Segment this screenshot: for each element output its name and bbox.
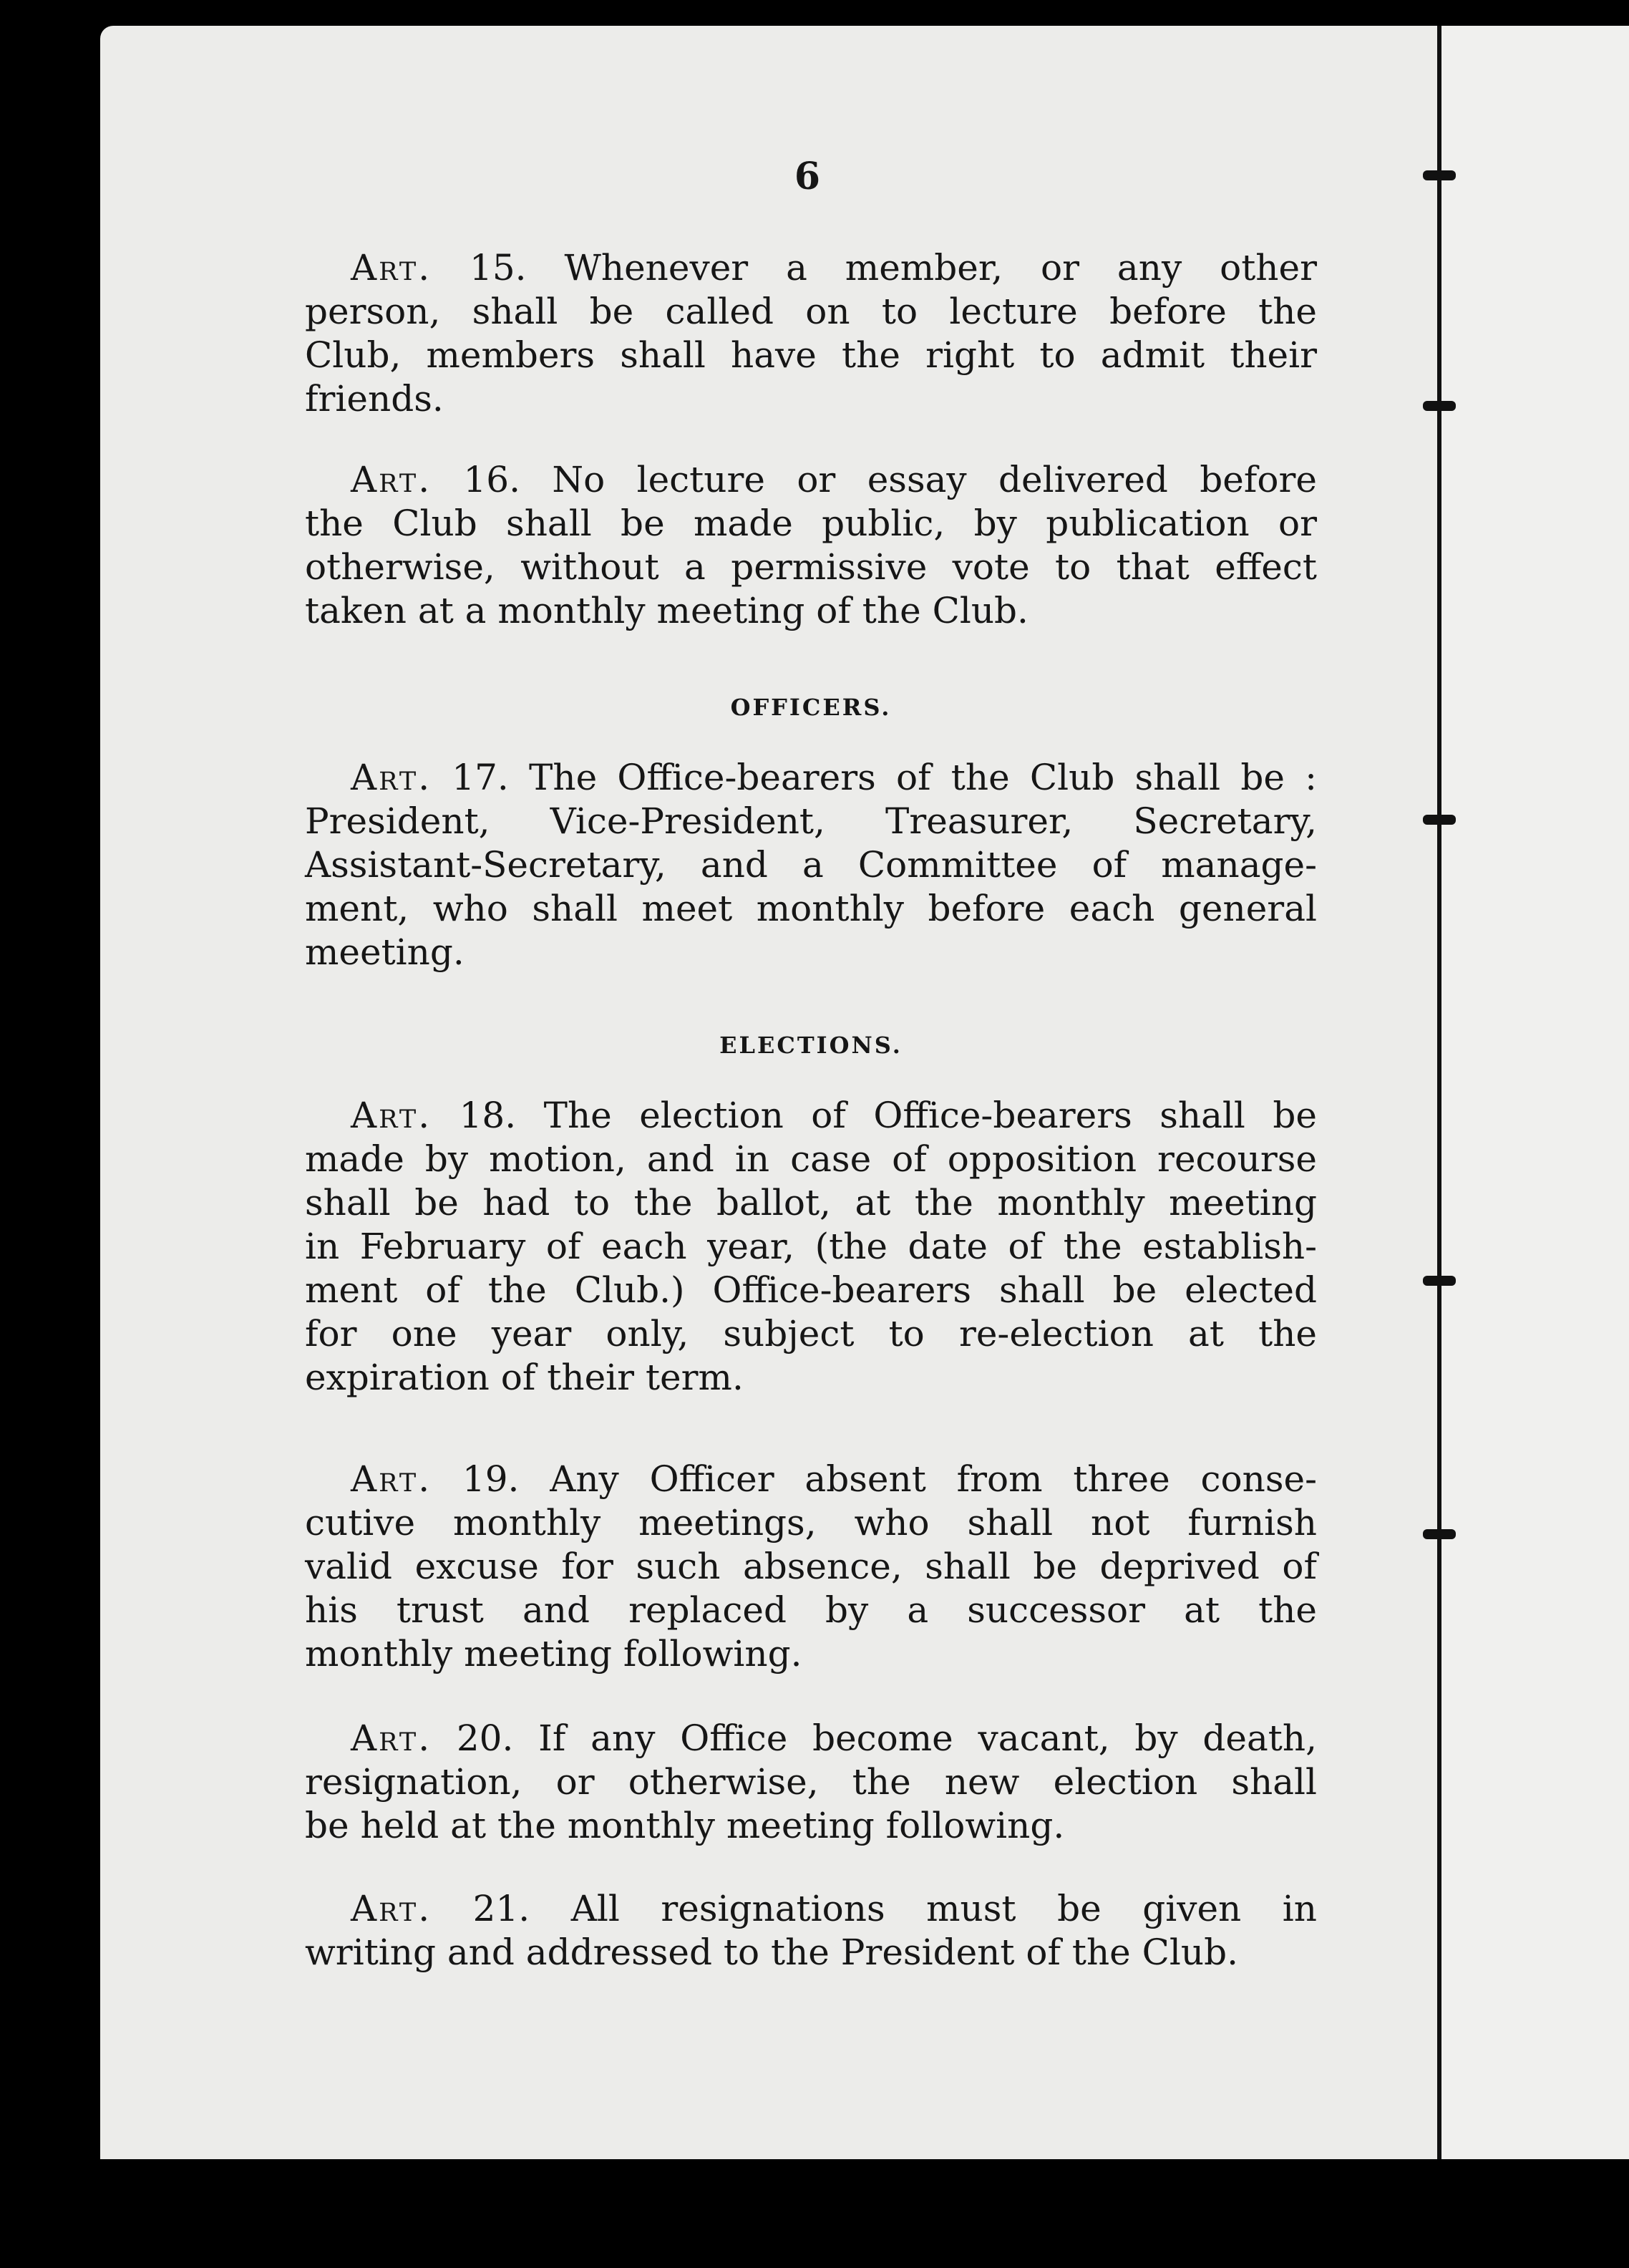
article-line: Whenever a member, or any other	[564, 247, 1317, 289]
article-17	[305, 756, 1317, 974]
article-16	[305, 458, 1317, 633]
article-line: Any Officer absent from three conse-	[550, 1458, 1317, 1500]
heading-elections: ELECTIONS.	[719, 1032, 903, 1059]
article-number: 15.	[470, 247, 527, 289]
article-label: Art.	[351, 1095, 432, 1136]
article-line: for one year only, subject to re-election at the	[305, 1313, 1317, 1354]
article-line: If any Office become vacant, by death,	[538, 1717, 1317, 1759]
article-line: ment of the Club.) Office-bearers shall be elected	[305, 1269, 1317, 1311]
article-line: in February of each year, (the date of the establish-	[305, 1226, 1317, 1267]
article-line: expiration of their term.	[305, 1357, 744, 1398]
article-line: writing and addressed to the President of the Club.	[305, 1932, 1238, 1973]
article-20	[305, 1717, 1317, 1848]
article-line: person, shall be called on to lecture before the	[305, 291, 1317, 332]
article-21	[305, 1887, 1317, 1974]
article-number: 20.	[456, 1717, 514, 1759]
article-line: valid excuse for such absence, shall be deprived of	[305, 1546, 1317, 1587]
article-line: made by motion, and in case of opposition recourse	[305, 1138, 1317, 1180]
binding-stitch	[1423, 1529, 1456, 1539]
article-line: the Club shall be made public, by publication or	[305, 503, 1317, 544]
binding-stitch	[1423, 401, 1456, 411]
article-line: be held at the monthly meeting following.	[305, 1805, 1065, 1846]
article-label: Art.	[351, 1888, 432, 1929]
article-line: friends.	[305, 378, 444, 420]
article-line: monthly meeting following.	[305, 1633, 802, 1675]
article-line: Assistant-Secretary, and a Committee of manage-	[305, 844, 1317, 886]
article-line: President, Vice-President, Treasurer, Secretary,	[305, 800, 1317, 842]
article-line: shall be had to the ballot, at the monthly meeting	[305, 1182, 1317, 1223]
binding-stitch	[1423, 170, 1456, 180]
article-line: The election of Office-bearers shall be	[543, 1095, 1317, 1136]
binding-stitch	[1423, 815, 1456, 825]
article-line: his trust and replaced by a successor at the	[305, 1589, 1317, 1631]
binding-gutter	[1437, 26, 1441, 2159]
page-number: 6	[794, 155, 821, 198]
article-line: cutive monthly meetings, who shall not furnish	[305, 1502, 1317, 1544]
article-label: Art.	[351, 1458, 432, 1500]
binding-stitch	[1423, 1276, 1456, 1286]
article-label: Art.	[351, 459, 432, 500]
right-page-edge	[1439, 26, 1629, 2159]
article-line: taken at a monthly meeting of the Club.	[305, 590, 1029, 631]
article-label: Art.	[351, 1717, 432, 1759]
article-line: All resignations must be given in	[570, 1888, 1317, 1929]
article-number: 21.	[472, 1888, 530, 1929]
article-line: ment, who shall meet monthly before each general	[305, 888, 1317, 929]
article-19	[305, 1458, 1317, 1676]
article-line: otherwise, without a permissive vote to that effect	[305, 546, 1317, 588]
article-label: Art.	[351, 247, 432, 289]
article-number: 16.	[463, 459, 520, 500]
article-line: meeting.	[305, 931, 465, 973]
article-number: 19.	[462, 1458, 520, 1500]
article-number: 17.	[452, 757, 509, 798]
article-line: resignation, or otherwise, the new election shall	[305, 1761, 1317, 1803]
article-line: Club, members shall have the right to admit their	[305, 334, 1317, 376]
heading-officers: OFFICERS.	[730, 694, 892, 721]
article-number: 18.	[459, 1095, 517, 1136]
article-15	[305, 246, 1317, 421]
article-label: Art.	[351, 757, 432, 798]
article-line: The Office-bearers of the Club shall be :	[529, 757, 1317, 798]
article-18	[305, 1094, 1317, 1400]
article-line: No lecture or essay delivered before	[552, 459, 1317, 500]
